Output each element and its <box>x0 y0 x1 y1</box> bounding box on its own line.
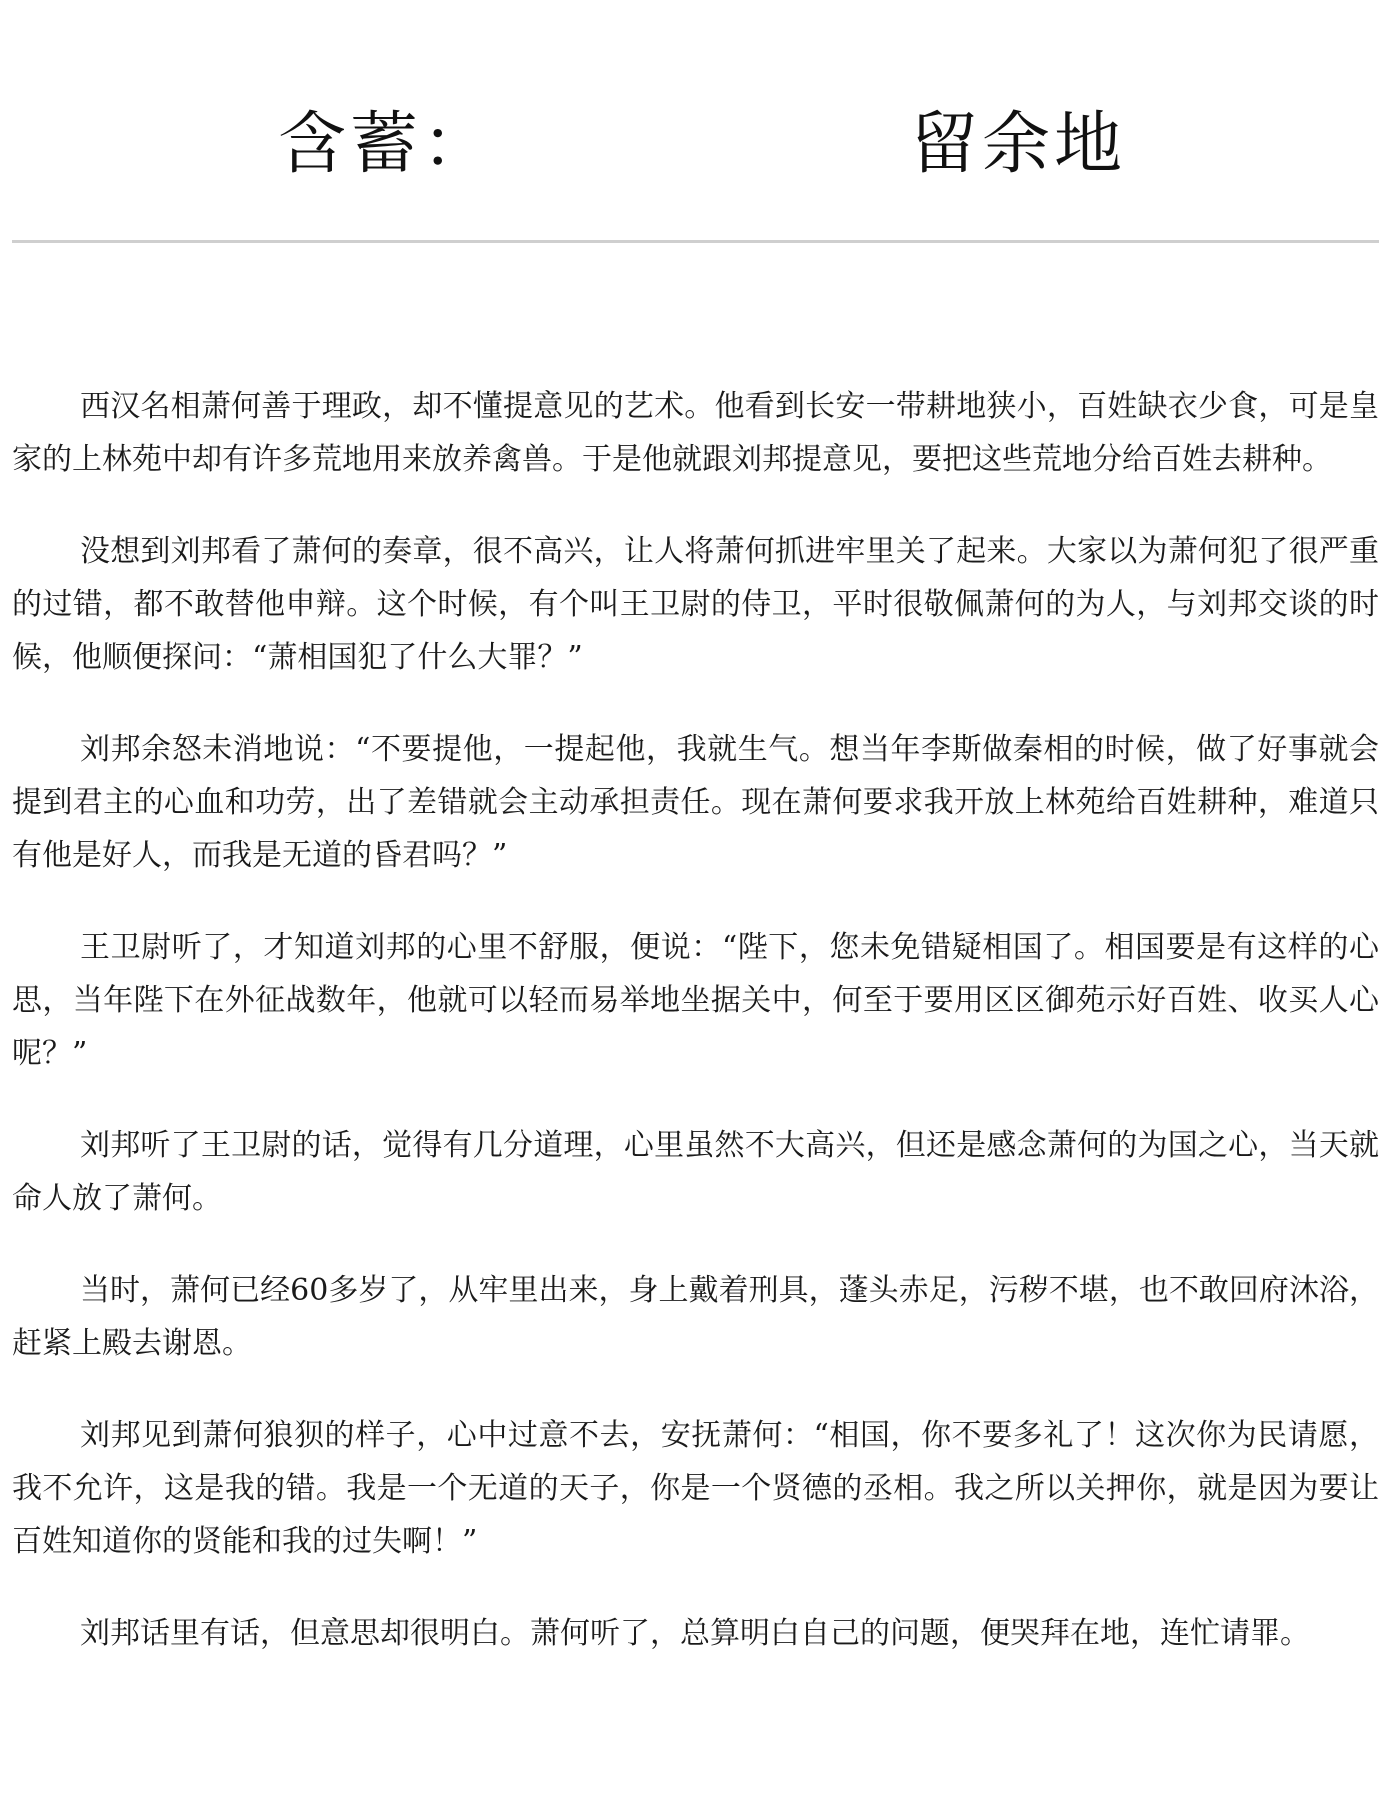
article-body <box>12 380 1379 1699</box>
paragraph: 刘邦话里有话，但意思却很明白。萧何听了，总算明白自己的问题，便哭拜在地，连忙请罪。 <box>80 1616 1310 1651</box>
paragraph: 当时，萧何已经60多岁了，从牢里出来，身上戴着刑具，蓬头赤足，污秽不堪，也不敢回府沐浴，赶紧上殿去谢恩。 <box>12 1273 1379 1361</box>
paragraph: 王卫尉听了，才知道刘邦的心里不舒服，便说：“陛下，您未免错疑相国了。相国要是有这样的心思，当年陛下在外征战数年，他就可以轻而易举地坐据关中，何至于要用区区御苑示好百姓、收买人心呢？” <box>12 930 1379 1071</box>
page-title: 含蓄： <box>278 105 495 184</box>
header-divider <box>12 240 1379 243</box>
page-header <box>0 95 1391 195</box>
paragraph: 刘邦余怒未消地说：“不要提他，一提起他，我就生气。想当年李斯做秦相的时候，做了好事就会提到君主的心血和功劳，出了差错就会主动承担责任。现在萧何要求我开放上林苑给百姓耕种，难道只有他是好人，而我是无道的昏君吗？” <box>12 732 1379 873</box>
paragraph: 没想到刘邦看了萧何的奏章，很不高兴，让人将萧何抓进牢里关了起来。大家以为萧何犯了很严重的过错，都不敢替他申辩。这个时候，有个叫王卫尉的侍卫，平时很敬佩萧何的为人，与刘邦交谈的时候，他顺便探问：“萧相国犯了什么大罪？” <box>12 534 1379 675</box>
page-subtitle: 留余地 <box>910 105 1127 184</box>
paragraph: 刘邦见到萧何狼狈的样子，心中过意不去，安抚萧何：“相国，你不要多礼了！这次你为民请愿，我不允许，这是我的错。我是一个无道的天子，你是一个贤德的丞相。我之所以关押你，就是因为要让百姓知道你的贤能和我的过失啊！” <box>12 1418 1379 1559</box>
paragraph: 刘邦听了王卫尉的话，觉得有几分道理，心里虽然不大高兴，但还是感念萧何的为国之心，当天就命人放了萧何。 <box>12 1128 1379 1216</box>
paragraph: 西汉名相萧何善于理政，却不懂提意见的艺术。他看到长安一带耕地狭小，百姓缺衣少食，可是皇家的上林苑中却有许多荒地用来放养禽兽。于是他就跟刘邦提意见，要把这些荒地分给百姓去耕种。 <box>12 389 1379 477</box>
